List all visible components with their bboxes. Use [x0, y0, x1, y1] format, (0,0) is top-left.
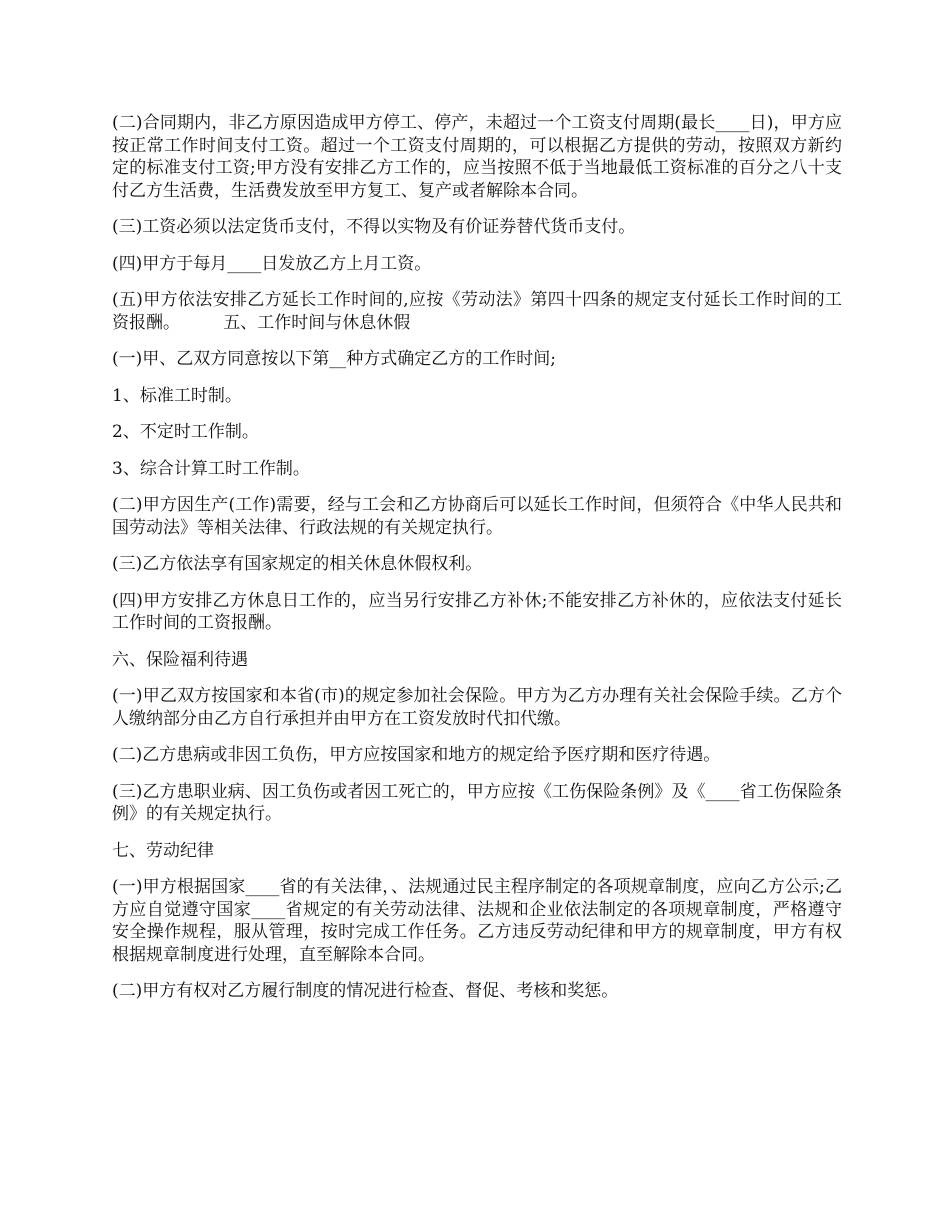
paragraph-work-injury: (三)乙方患职业病、因工负伤或者因工死亡的，甲方应按《工伤保险条例》及《____省工伤保险条例》的有关规定执行。: [112, 781, 842, 824]
paragraph-pay-day: (四)甲方于每月____日发放乙方上月工资。: [112, 253, 432, 274]
section-heading-insurance: 六、保险福利待遇: [112, 649, 248, 670]
document-page: [112, 112, 842, 1017]
list-item-comprehensive-hours: 3、综合计算工时工作制。: [112, 458, 310, 479]
paragraph-inspection-rights: (二)甲方有权对乙方履行制度的情况进行检查、督促、考核和奖惩。: [112, 981, 619, 1001]
paragraph-rest-rights: (三)乙方依法享有国家规定的相关休息休假权利。: [112, 554, 483, 574]
paragraph-extend-hours: (二)甲方因生产(工作)需要，经与工会和乙方协商后可以延长工作时间，但须符合《中华人民共和国劳动法》等相关法律、行政法规的有关规定执行。: [112, 495, 842, 538]
paragraph-wage-suspension: (二)合同期内，非乙方原因造成甲方停工、停产，未超过一个工资支付周期(最长____日)，甲方应按正常工作时间支付工资。超过一个工资支付周期的，可以根据乙方提供的劳动，按照双方新约定的标准支付工资;甲方没有安排乙方工作的，应当按照不低于当地最低工资标准的百分之八十支付乙方生活费，生活费发放至甲方复工、复产或者解除本合同。: [112, 113, 842, 201]
paragraph-social-insurance: (一)甲乙双方按国家和本省(市)的规定参加社会保险。甲方为乙方办理有关社会保险手续。乙方个人缴纳部分由乙方自行承担并由甲方在工资发放时代扣代缴。: [112, 686, 842, 729]
paragraph-rules-compliance: (一)甲方根据国家____省的有关法律，、法规通过民主程序制定的各项规章制度，应向乙方公示;乙方应自觉遵守国家____省规定的有关劳动法律、法规和企业依法制定的各项规章制度，严格遵守安全操作规程，服从管理，按时完成工作任务。乙方违反劳动纪律和甲方的规章制度，甲方有权根据规章制度进行处理，直至解除本合同。: [112, 877, 842, 965]
list-item-standard-hours: 1、标准工时制。: [112, 385, 242, 406]
paragraph-legal-currency: (三)工资必须以法定货币支付，不得以实物及有价证券替代货币支付。: [112, 217, 636, 237]
paragraph-medical-treatment: (二)乙方患病或非因工负伤，甲方应按国家和地方的规定给予医疗期和医疗待遇。: [112, 745, 721, 765]
paragraph-rest-day-work: (四)甲方安排乙方休息日工作的，应当另行安排乙方补休;不能安排乙方补休的，应依法支付延长工作时间的工资报酬。: [112, 590, 842, 633]
paragraph-work-time-mode: (一)甲、乙双方同意按以下第__种方式确定乙方的工作时间;: [112, 349, 556, 369]
list-item-flexible-hours: 2、不定时工作制。: [112, 422, 259, 442]
paragraph-overtime-pay: (五)甲方依法安排乙方延长工作时间的,应按《劳动法》第四十四条的规定支付延长工作时间的工资报酬。 五、工作时间与休息休假: [112, 290, 842, 333]
section-heading-discipline: 七、劳动纪律: [112, 840, 214, 861]
